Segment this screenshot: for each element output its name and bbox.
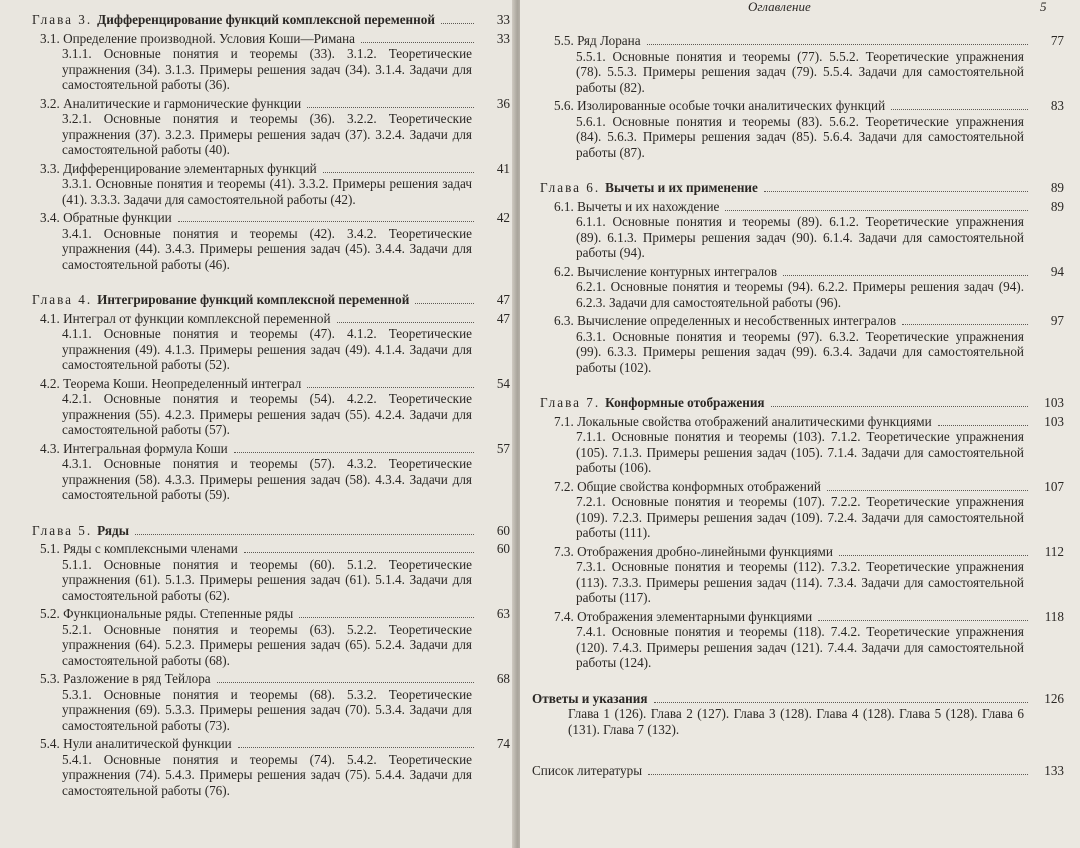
toc-section-row [32,541,510,557]
toc-left [32,12,510,798]
section-title: 5.6. Изолированные особые точки аналитических функций [554,98,886,113]
section-title: 3.2. Аналитические и гармонические функции [40,95,302,111]
subsection-list: 5.6.1. Основные понятия и теоремы (83). 5.6.2. Теоретические упражнения (84). 5.6.3. Примеры решения задач (85). 5.6.4. Задачи для самостоятельной работы (87). [576,113,1024,160]
subsection-list: 6.2.1. Основные понятия и теоремы (94). 6.2.2. Примеры решения задач (94). 6.2.3. Задачи для самостоятельной работы (96). [576,279,1024,310]
leader-dots [891,109,1028,110]
toc-section-row [532,313,1064,329]
toc-section-row [532,544,1064,560]
toc-section-row [32,311,510,327]
subsection-list: 3.3.1. Основные понятия и теоремы (41). 3.3.2. Примеры решения задач (41). 3.3.3. Задачи для самостоятельной работы (42). [62,176,472,207]
section-page: 33 [496,30,510,46]
section-page: 57 [496,440,510,456]
section-title: 6.3. Вычисление определенных и несобственных интегралов [554,313,897,328]
chapter-page: 103 [1044,395,1064,410]
chapter-heading [32,292,510,308]
section-title: 4.2. Теорема Коши. Неопределенный интеграл [40,375,302,391]
literature-page: 133 [1044,763,1064,778]
chapter-heading [32,523,510,539]
chapter-heading [32,12,510,28]
leader-dots [839,555,1028,556]
chapter-page: 60 [496,522,510,538]
subsection-list: 5.2.1. Основные понятия и теоремы (63). 5.2.2. Теоретические упражнения (64). 5.2.3. Примеры решения задач (65). 5.2.4. Задачи для самостоятельной работы (68). [62,621,472,668]
toc-section-row [532,264,1064,280]
section-title: 7.2. Общие свойства конформных отображений [554,478,821,494]
chapter-page: 33 [496,12,510,27]
leader-dots [244,552,474,553]
leader-dots [238,747,474,748]
literature-row [532,763,1064,779]
subsection-list: 3.1.1. Основные понятия и теоремы (33). 3.1.2. Теоретические упражнения (34). 3.1.3. Примеры решения задач (34). 3.1.4. Задачи для самостоятельной работы (36). [62,46,472,92]
section-page: 74 [496,736,510,751]
toc-section-row [32,210,510,226]
leader-dots [764,191,1028,192]
chapter-title: Вычеты и их применение [605,180,758,195]
toc-section-row [532,414,1064,430]
toc-section-row [532,479,1064,495]
leader-dots [654,702,1029,703]
section-page: 103 [1044,413,1064,429]
section-title: 4.3. Интегральная формула Коши [40,440,228,456]
toc-section-row [32,441,510,457]
leader-dots [938,425,1028,426]
leader-dots [323,172,474,173]
chapter-title: Интегрирование функций комплексной переменной [97,292,410,307]
section-title: 5.2. Функциональные ряды. Степенные ряды [40,606,294,621]
leader-dots [299,617,474,618]
section-page: 60 [496,541,510,556]
leader-dots [902,324,1028,325]
section-page: 68 [496,671,510,686]
leader-dots [647,44,1028,45]
section-page: 94 [1050,263,1064,279]
chapter-page: 89 [1050,180,1064,195]
section-page: 112 [1044,543,1064,559]
subsection-list: 5.5.1. Основные понятия и теоремы (77). 5.5.2. Теоретические упражнения (78). 5.5.3. Примеры решения задач (79). 5.5.4. Задачи для самостоятельной работы (82). [576,48,1024,95]
answers-title: Ответы и указания [532,690,648,706]
leader-dots [307,387,474,388]
chapter-label: Глава 3. [32,12,93,27]
subsection-list: 5.1.1. Основные понятия и теоремы (60). 5.1.2. Теоретические упражнения (61). 5.1.3. Примеры решения задач (61). 5.1.4. Задачи для самостоятельной работы (62). [62,556,472,603]
section-page: 63 [496,606,510,621]
subsection-list: 3.4.1. Основные понятия и теоремы (42). 3.4.2. Теоретические упражнения (44). 3.4.3. Примеры решения задач (45). 3.4.4. Задачи для самостоятельной работы (46). [62,225,472,272]
subsection-list: 3.2.1. Основные понятия и теоремы (36). 3.2.2. Теоретические упражнения (37). 3.2.3. Примеры решения задач (37). 3.2.4. Задачи для самостоятельной работы (40). [62,111,472,157]
chapter-heading [532,395,1064,411]
subsection-list: 5.3.1. Основные понятия и теоремы (68). 5.3.2. Теоретические упражнения (69). 5.3.3. Примеры решения задач (70). 5.3.4. Задачи для самостоятельной работы (73). [62,686,472,733]
section-page: 47 [496,310,510,326]
section-title: 3.4. Обратные функции [40,210,172,225]
chapter-title: Дифференцирование функций комплексной переменной [97,12,435,27]
chapter-title: Ряды [97,522,129,538]
section-title: 4.1. Интеграл от функции комплексной переменной [40,310,331,326]
leader-dots [361,42,474,43]
section-title: 6.1. Вычеты и их нахождение [554,198,720,214]
section-title: 5.4. Нули аналитической функции [40,736,232,751]
leader-dots [135,534,474,535]
section-title: 5.1. Ряды с комплексными членами [40,541,238,556]
chapter-label: Глава 5. [32,522,93,538]
subsection-list: 6.1.1. Основные понятия и теоремы (89). 6.1.2. Теоретические упражнения (89). 6.1.3. Примеры решения задач (90). 6.1.4. Задачи для самостоятельной работы (94). [576,214,1024,260]
leader-dots [441,23,474,24]
toc-section-row [532,199,1064,215]
section-page: 36 [496,95,510,111]
section-page: 118 [1044,608,1064,624]
subsection-list: 7.1.1. Основные понятия и теоремы (103). 7.1.2. Теоретические упражнения (105). 7.1.3. Примеры решения задач (105). 7.1.4. Задачи для самостоятельной работы (106). [576,429,1024,475]
toc-section-row [32,376,510,392]
section-page: 97 [1050,313,1064,328]
leader-dots [818,620,1028,621]
subsection-list: 7.3.1. Основные понятия и теоремы (112). 7.3.2. Теоретические упражнения (113). 7.3.3. Примеры решения задач (114). 7.3.4. Задачи для самостоятельной работы (117). [576,559,1024,605]
section-page: 77 [1050,33,1064,48]
subsection-list: 7.2.1. Основные понятия и теоремы (107). 7.2.2. Теоретические упражнения (109). 7.2.3. Примеры решения задач (109). 7.2.4. Задачи для самостоятельной работы (111). [576,494,1024,540]
section-page: 89 [1050,198,1064,214]
subsection-list: 4.3.1. Основные понятия и теоремы (57). 4.3.2. Теоретические упражнения (58). 4.3.3. Примеры решения задач (58). 4.3.4. Задачи для самостоятельной работы (59). [62,456,472,502]
answers-list: Глава 1 (126). Глава 2 (127). Глава 3 (128). Глава 4 (128). Глава 5 (128). Глава 6 (131). Глава 7 (132). [568,706,1024,737]
literature-title: Список литературы [532,763,643,778]
toc-section-row [32,736,510,752]
leader-dots [415,303,474,304]
toc-section-row [532,609,1064,625]
leader-dots [307,107,474,108]
left-page [0,0,515,848]
toc-section-row [32,96,510,112]
leader-dots [725,210,1028,211]
subsection-list: 6.3.1. Основные понятия и теоремы (97). 6.3.2. Теоретические упражнения (99). 6.3.3. Примеры решения задач (99). 6.3.4. Задачи для самостоятельной работы (102). [576,328,1024,375]
chapter-page: 47 [496,292,510,307]
section-title: 3.1. Определение производной. Условия Коши—Римана [40,30,356,46]
section-title: 7.4. Отображения элементарными функциями [554,608,813,624]
toc-section-row [32,31,510,47]
answers-page: 126 [1044,690,1064,706]
section-title: 7.3. Отображения дробно-линейными функциями [554,543,833,559]
chapter-heading [532,180,1064,196]
section-title: 7.1. Локальные свойства отображений аналитическими функциями [554,413,932,429]
subsection-list: 4.2.1. Основные понятия и теоремы (54). 4.2.2. Теоретические упражнения (55). 4.2.3. Примеры решения задач (55). 4.2.4. Задачи для самостоятельной работы (57). [62,391,472,437]
page-number: 5 [1040,0,1047,14]
leader-dots [217,682,474,683]
toc-right [532,30,1064,779]
toc-section-row [32,606,510,622]
answers-heading [532,691,1064,707]
leader-dots [648,774,1028,775]
subsection-list: 7.4.1. Основные понятия и теоремы (118). 7.4.2. Теоретические упражнения (120). 7.4.3. Примеры решения задач (121). 7.4.4. Задачи для самостоятельной работы (124). [576,624,1024,670]
section-page: 83 [1050,98,1064,113]
section-title: 3.3. Дифференцирование элементарных функций [40,160,317,176]
toc-section-row [532,33,1064,49]
toc-section-row [32,161,510,177]
section-title: 5.3. Разложение в ряд Тейлора [40,671,211,686]
leader-dots [783,275,1028,276]
leader-dots [234,452,474,453]
section-title: 5.5. Ряд Лорана [554,33,641,48]
section-page: 54 [496,375,510,391]
section-page: 42 [496,210,510,225]
section-page: 41 [496,160,510,176]
leader-dots [178,221,474,222]
running-head: Оглавление [748,0,811,14]
chapter-label: Глава 6. [540,180,601,195]
chapter-label: Глава 7. [540,395,601,410]
leader-dots [337,322,474,323]
toc-section-row [32,671,510,687]
chapter-title: Конформные отображения [605,395,765,410]
subsection-list: 4.1.1. Основные понятия и теоремы (47). 4.1.2. Теоретические упражнения (49). 4.1.3. Примеры решения задач (49). 4.1.4. Задачи для самостоятельной работы (52). [62,326,472,372]
subsection-list: 5.4.1. Основные понятия и теоремы (74). 5.4.2. Теоретические упражнения (74). 5.4.3. Примеры решения задач (75). 5.4.4. Задачи для самостоятельной работы (76). [62,751,472,798]
leader-dots [771,406,1028,407]
chapter-label: Глава 4. [32,292,93,307]
right-page [520,0,1080,848]
leader-dots [827,490,1028,491]
toc-section-row [532,98,1064,114]
section-title: 6.2. Вычисление контурных интегралов [554,263,778,279]
section-page: 107 [1044,478,1064,494]
